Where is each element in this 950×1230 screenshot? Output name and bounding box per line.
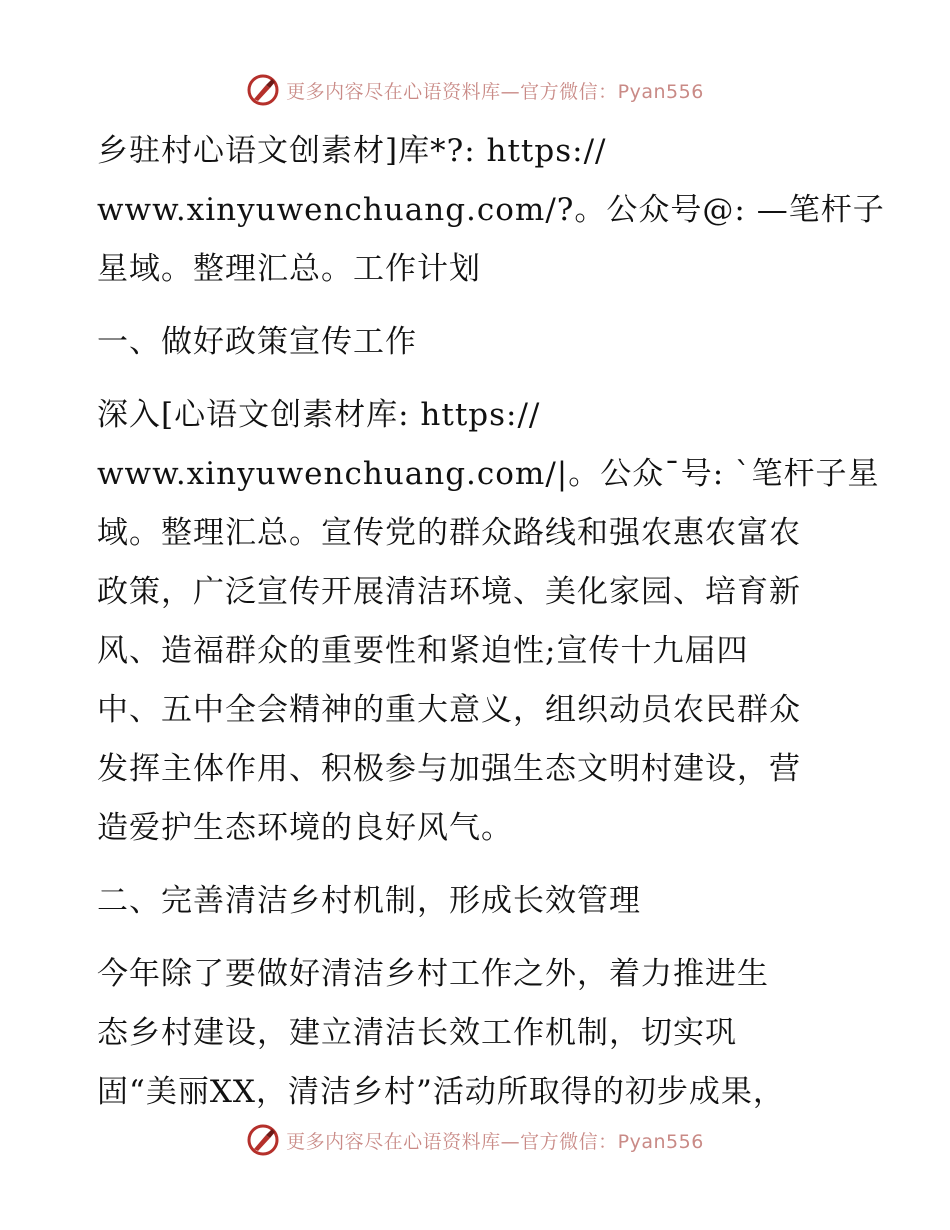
paragraph-1-line-3: 星域。整理汇总。工作计划 <box>97 251 481 287</box>
paragraph-1-line-2: www.xinyuwenchuang.com/?。公众号@: —笔杆子 <box>97 192 885 228</box>
paragraph-2-line-1: 深入[心语文创素材库: https:// <box>97 397 541 433</box>
paragraph-2-line-5: 风、造福群众的重要性和紧迫性;宣传十九届四 <box>97 633 749 669</box>
pen-logo-icon <box>246 1123 280 1157</box>
section-heading-1: 一、做好政策宣传工作 <box>97 324 417 360</box>
pen-logo-icon <box>246 73 280 107</box>
section-heading-2: 二、完善清洁乡村机制，形成长效管理 <box>97 883 641 919</box>
paragraph-3-line-1: 今年除了要做好清洁乡村工作之外，着力推进生 <box>97 956 769 992</box>
paragraph-2-line-4: 政策，广泛宣传开展清洁环境、美化家园、培育新 <box>97 574 801 610</box>
paragraph-2-line-6: 中、五中全会精神的重大意义，组织动员农民群众 <box>97 692 801 728</box>
paragraph-3-line-2: 态乡村建设，建立清洁长效工作机制，切实巩 <box>97 1015 737 1051</box>
header-banner-text: 更多内容尽在心语资料库—官方微信：Pyan556 <box>286 80 704 103</box>
footer-banner-text: 更多内容尽在心语资料库—官方微信：Pyan556 <box>286 1130 704 1153</box>
header-banner <box>0 70 950 110</box>
footer-banner <box>0 1120 950 1160</box>
paragraph-3-line-3: 固“美丽XX，清洁乡村”活动所取得的初步成果， <box>97 1074 785 1110</box>
paragraph-2-line-7: 发挥主体作用、积极参与加强生态文明村建设，营 <box>97 751 801 787</box>
paragraph-2-line-3: 域。整理汇总。宣传党的群众路线和强农惠农富农 <box>97 515 801 551</box>
paragraph-1-line-1: 乡驻村心语文创素材]库*?: https:// <box>97 133 607 169</box>
document-body <box>97 122 885 1122</box>
paragraph-2-line-2: www.xinyuwenchuang.com/|。公众¯号: `笔杆子星 <box>97 456 880 492</box>
paragraph-2-line-8: 造爱护生态环境的良好风气。 <box>97 810 513 846</box>
